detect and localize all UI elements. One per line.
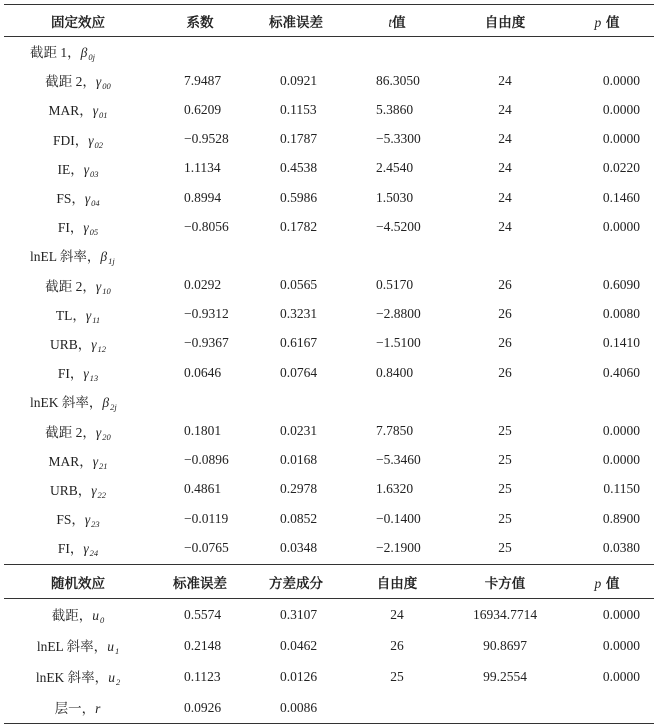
se-cell: 0.0348 bbox=[280, 539, 318, 555]
header-coefficient: 系数 bbox=[152, 5, 248, 37]
section-label bbox=[4, 241, 152, 270]
coef-cell: 0.0292 bbox=[184, 277, 222, 293]
row-label bbox=[4, 692, 152, 724]
se-cell: 0.6167 bbox=[280, 335, 318, 351]
row-label-subscript: 22 bbox=[97, 489, 107, 500]
results-table bbox=[4, 4, 654, 724]
empty-cell bbox=[152, 387, 248, 416]
se-cell: 0.0565 bbox=[280, 277, 318, 293]
coef-cell: −0.9312 bbox=[184, 306, 229, 322]
header-random-p-symbol: p bbox=[594, 575, 602, 591]
df-cell: 26 bbox=[498, 306, 512, 322]
p-cell: 0.6090 bbox=[602, 277, 640, 293]
t-cell: 0.8400 bbox=[376, 364, 414, 380]
empty-cell bbox=[450, 241, 560, 270]
row-label-text: lnEL 斜率， bbox=[30, 249, 101, 265]
header-random-p-suffix: 值 bbox=[605, 575, 620, 592]
empty-cell bbox=[344, 387, 450, 416]
row-label-symbol: u bbox=[92, 608, 99, 624]
row-label-subscript: 12 bbox=[97, 343, 107, 354]
se-cell: 0.0921 bbox=[280, 72, 318, 88]
table-row bbox=[4, 271, 654, 300]
table-row bbox=[4, 358, 654, 387]
row-label bbox=[4, 183, 152, 212]
row-label-symbol: γ bbox=[83, 541, 89, 557]
empty-cell bbox=[152, 241, 248, 270]
df-cell: 26 bbox=[498, 277, 512, 293]
p-cell: 0.1460 bbox=[602, 189, 640, 205]
header-chi-square: 卡方值 bbox=[450, 565, 560, 599]
row-label-symbol: γ bbox=[91, 336, 97, 352]
p-cell: 0.0000 bbox=[602, 668, 640, 684]
t-cell: −0.1400 bbox=[376, 510, 421, 526]
coef-cell: −0.0119 bbox=[184, 510, 229, 526]
coef-cell: −0.9528 bbox=[184, 131, 229, 147]
row-label bbox=[4, 212, 152, 241]
chi-square-cell: 16934.7714 bbox=[472, 606, 538, 622]
table-row bbox=[4, 533, 654, 565]
row-label-subscript: 11 bbox=[92, 314, 101, 325]
header-fixed-effects: 固定效应 bbox=[4, 5, 152, 37]
row-label-text: IE， bbox=[57, 161, 84, 177]
row-label bbox=[4, 630, 152, 661]
table-row bbox=[4, 300, 654, 329]
row-label-symbol: γ bbox=[83, 220, 89, 236]
variance-cell: 0.0462 bbox=[280, 637, 318, 653]
coef-cell: 7.9487 bbox=[184, 72, 222, 88]
section-row bbox=[4, 387, 654, 416]
t-cell: 0.5170 bbox=[376, 277, 414, 293]
variance-cell: 0.3107 bbox=[280, 606, 318, 622]
row-label-text: URB， bbox=[49, 336, 92, 352]
p-cell: 0.1410 bbox=[602, 335, 640, 351]
df-cell: 24 bbox=[498, 101, 512, 117]
coef-cell: −0.9367 bbox=[184, 335, 229, 351]
section-row bbox=[4, 37, 654, 67]
empty-cell bbox=[344, 37, 450, 67]
table-row bbox=[4, 95, 654, 124]
row-label-symbol: γ bbox=[85, 307, 92, 323]
table-row bbox=[4, 661, 654, 692]
t-cell: −5.3460 bbox=[376, 452, 421, 468]
header-random-p-value bbox=[560, 565, 654, 599]
row-label-text: lnEL 斜率， bbox=[36, 639, 108, 655]
p-cell: 0.0000 bbox=[602, 637, 640, 653]
row-label-symbol: γ bbox=[91, 482, 97, 498]
row-label bbox=[4, 329, 152, 358]
df-cell: 26 bbox=[498, 335, 512, 351]
p-cell: 0.0080 bbox=[602, 306, 640, 322]
row-label-text: lnEK 斜率， bbox=[30, 395, 103, 411]
row-label-text: 截距 2， bbox=[45, 74, 96, 90]
row-label-text: URB， bbox=[49, 482, 92, 498]
row-label bbox=[4, 446, 152, 475]
coef-cell: −0.8056 bbox=[184, 218, 229, 234]
df-cell: 24 bbox=[498, 131, 512, 147]
row-label-subscript: 2 bbox=[115, 677, 121, 688]
row-label-text: TL， bbox=[55, 307, 86, 323]
header-t-value bbox=[344, 5, 450, 37]
df-cell: 25 bbox=[498, 452, 512, 468]
table-row bbox=[4, 154, 654, 183]
se-cell: 0.0852 bbox=[280, 510, 318, 526]
p-cell: 0.0000 bbox=[602, 101, 640, 117]
t-cell: 5.3860 bbox=[376, 101, 414, 117]
p-cell: 0.0000 bbox=[602, 606, 640, 622]
row-label-subscript: 13 bbox=[89, 373, 99, 384]
se-cell: 0.1123 bbox=[184, 668, 221, 684]
table-row bbox=[4, 630, 654, 661]
table-row bbox=[4, 475, 654, 504]
table-row bbox=[4, 183, 654, 212]
row-label-symbol: γ bbox=[88, 132, 94, 148]
df-cell: 24 bbox=[498, 218, 512, 234]
t-cell: 2.4540 bbox=[376, 160, 414, 176]
empty-cell bbox=[248, 37, 344, 67]
row-label-symbol: γ bbox=[83, 161, 90, 177]
coef-cell: 0.6209 bbox=[184, 101, 222, 117]
df-cell: 24 bbox=[498, 160, 512, 176]
row-label-subscript: 2j bbox=[110, 402, 117, 413]
p-cell: 0.0220 bbox=[602, 160, 640, 176]
table-row bbox=[4, 504, 654, 533]
se-cell: 0.0231 bbox=[280, 423, 318, 439]
df-cell: 26 bbox=[498, 364, 512, 380]
row-label bbox=[4, 66, 152, 95]
row-label-symbol: γ bbox=[95, 74, 102, 90]
se-cell: 0.4538 bbox=[280, 160, 318, 176]
header-variance-component: 方差成分 bbox=[248, 565, 344, 599]
row-label bbox=[4, 504, 152, 533]
header-random-effects: 随机效应 bbox=[4, 565, 152, 599]
coef-cell: 0.8994 bbox=[184, 189, 222, 205]
df-cell: 24 bbox=[498, 72, 512, 88]
df-cell bbox=[344, 692, 450, 724]
se-cell: 0.5574 bbox=[184, 606, 222, 622]
p-cell: 0.1150 bbox=[603, 481, 640, 497]
row-label-text: 截距 2， bbox=[45, 424, 96, 440]
row-label-subscript: 03 bbox=[90, 168, 99, 179]
table-row bbox=[4, 212, 654, 241]
t-cell: −4.5200 bbox=[376, 218, 421, 234]
df-cell: 25 bbox=[390, 668, 404, 684]
table-row bbox=[4, 692, 654, 724]
row-label bbox=[4, 271, 152, 300]
se-cell: 0.3231 bbox=[280, 306, 318, 322]
variance-cell: 0.0126 bbox=[280, 668, 318, 684]
df-cell: 24 bbox=[498, 189, 512, 205]
header-p-value bbox=[560, 5, 654, 37]
se-cell: 0.5986 bbox=[280, 189, 318, 205]
t-cell: −2.1900 bbox=[376, 539, 421, 555]
variance-cell: 0.0086 bbox=[248, 692, 344, 724]
df-cell: 24 bbox=[390, 606, 404, 622]
coef-cell: 1.1134 bbox=[184, 160, 221, 176]
section-label bbox=[4, 387, 152, 416]
row-label-symbol: β bbox=[102, 395, 110, 411]
row-label bbox=[4, 125, 152, 154]
header-p-symbol: p bbox=[594, 14, 602, 30]
table-row bbox=[4, 599, 654, 631]
se-cell: 0.1782 bbox=[280, 218, 318, 234]
coef-cell: 0.4861 bbox=[184, 481, 222, 497]
row-label-subscript: 20 bbox=[102, 431, 111, 442]
row-label-symbol: γ bbox=[83, 366, 89, 382]
df-cell: 25 bbox=[498, 539, 512, 555]
fixed-effects-body bbox=[4, 37, 654, 565]
coef-cell: 0.1801 bbox=[184, 423, 222, 439]
table-row bbox=[4, 125, 654, 154]
header-t-suffix: 值 bbox=[392, 14, 406, 31]
row-label-text: FI， bbox=[57, 220, 84, 236]
row-label-subscript: 1j bbox=[108, 256, 115, 267]
p-cell: 0.0000 bbox=[602, 218, 640, 234]
table-row bbox=[4, 446, 654, 475]
p-cell: 0.8900 bbox=[602, 510, 640, 526]
row-label bbox=[4, 599, 152, 631]
row-label bbox=[4, 300, 152, 329]
row-label-symbol: u bbox=[107, 639, 114, 655]
row-label-subscript: 1 bbox=[114, 646, 120, 657]
coef-cell: 0.0646 bbox=[184, 364, 222, 380]
empty-cell bbox=[560, 387, 654, 416]
p-cell: 0.0000 bbox=[602, 131, 640, 147]
t-cell: 86.3050 bbox=[376, 72, 420, 88]
header-std-error: 标准误差 bbox=[248, 5, 344, 37]
row-label bbox=[4, 475, 152, 504]
row-label-text: 截距 1， bbox=[30, 45, 81, 61]
p-cell: 0.0000 bbox=[602, 452, 640, 468]
row-label-symbol: γ bbox=[84, 512, 91, 528]
empty-cell bbox=[450, 387, 560, 416]
row-label-symbol: γ bbox=[92, 103, 99, 119]
t-cell: −2.8800 bbox=[376, 306, 421, 322]
empty-cell bbox=[248, 387, 344, 416]
row-label-symbol: γ bbox=[95, 424, 102, 440]
empty-cell bbox=[248, 241, 344, 270]
row-label-symbol: γ bbox=[95, 278, 102, 294]
chi-square-cell bbox=[450, 692, 560, 724]
empty-cell bbox=[344, 241, 450, 270]
row-label-text: FS， bbox=[56, 191, 85, 207]
row-label-symbol: r bbox=[95, 701, 101, 717]
row-label-symbol: u bbox=[108, 670, 115, 686]
header-df: 自由度 bbox=[450, 5, 560, 37]
row-label-subscript: 00 bbox=[102, 81, 111, 92]
df-cell: 25 bbox=[498, 423, 512, 439]
empty-cell bbox=[450, 37, 560, 67]
row-label-symbol: γ bbox=[92, 453, 99, 469]
header-p-suffix: 值 bbox=[605, 14, 620, 31]
random-effects-header bbox=[4, 565, 654, 599]
chi-square-cell: 99.2554 bbox=[483, 668, 527, 684]
row-label-text: MAR， bbox=[48, 453, 93, 469]
row-label bbox=[4, 358, 152, 387]
random-effects-body bbox=[4, 599, 654, 724]
se-cell: 0.0926 bbox=[152, 692, 248, 724]
t-cell: 1.6320 bbox=[376, 481, 414, 497]
coef-cell: −0.0896 bbox=[184, 452, 229, 468]
row-label bbox=[4, 154, 152, 183]
row-label-subscript: 0 bbox=[100, 615, 105, 626]
empty-cell bbox=[560, 37, 654, 67]
row-label-symbol: β bbox=[100, 249, 108, 265]
table-row bbox=[4, 329, 654, 358]
p-cell: 0.4060 bbox=[602, 364, 640, 380]
row-label-subscript: 21 bbox=[99, 460, 108, 471]
p-cell: 0.0000 bbox=[602, 423, 640, 439]
row-label-subscript: 05 bbox=[89, 227, 99, 238]
empty-cell bbox=[560, 241, 654, 270]
row-label-subscript: 04 bbox=[91, 198, 100, 209]
row-label-symbol: γ bbox=[84, 191, 91, 207]
row-label-text: FI， bbox=[57, 541, 84, 557]
se-cell: 0.1153 bbox=[280, 101, 317, 117]
se-cell: 0.2148 bbox=[184, 637, 222, 653]
header-t-symbol: t bbox=[388, 14, 393, 30]
df-cell: 25 bbox=[498, 481, 512, 497]
fixed-effects-header bbox=[4, 5, 654, 37]
row-label-subscript: 0j bbox=[88, 52, 95, 63]
row-label-text: 截距， bbox=[51, 608, 93, 624]
section-row bbox=[4, 241, 654, 270]
row-label bbox=[4, 95, 152, 124]
df-cell: 25 bbox=[498, 510, 512, 526]
row-label-subscript: 24 bbox=[89, 548, 99, 559]
p-cell: 0.0000 bbox=[602, 72, 640, 88]
row-label-subscript: 02 bbox=[94, 139, 104, 150]
t-cell: −5.3300 bbox=[376, 131, 421, 147]
se-cell: 0.0764 bbox=[280, 364, 318, 380]
df-cell: 26 bbox=[390, 637, 404, 653]
se-cell: 0.0168 bbox=[280, 452, 318, 468]
row-label-text: lnEK 斜率， bbox=[35, 670, 109, 686]
row-label-text: FS， bbox=[56, 512, 85, 528]
row-label-subscript: 23 bbox=[91, 519, 100, 530]
row-label bbox=[4, 661, 152, 692]
row-label-symbol: β bbox=[80, 45, 88, 61]
row-label-subscript: 01 bbox=[99, 110, 108, 121]
p-cell: 0.0380 bbox=[602, 539, 640, 555]
row-label-text: 截距 2， bbox=[45, 278, 96, 294]
row-label bbox=[4, 533, 152, 565]
row-label-text: 层一， bbox=[54, 701, 96, 717]
chi-square-cell: 90.8697 bbox=[483, 637, 527, 653]
row-label-text: FDI， bbox=[52, 132, 89, 148]
header-random-std-error: 标准误差 bbox=[152, 565, 248, 599]
t-cell: 7.7850 bbox=[376, 423, 414, 439]
row-label-text: MAR， bbox=[48, 103, 93, 119]
header-random-df: 自由度 bbox=[344, 565, 450, 599]
empty-cell bbox=[152, 37, 248, 67]
t-cell: 1.5030 bbox=[376, 189, 414, 205]
section-label bbox=[4, 37, 152, 67]
table-row bbox=[4, 66, 654, 95]
table-row bbox=[4, 416, 654, 445]
row-label bbox=[4, 416, 152, 445]
p-cell bbox=[560, 692, 654, 724]
coef-cell: −0.0765 bbox=[184, 539, 229, 555]
row-label-subscript: 10 bbox=[102, 285, 111, 296]
row-label-text: FI， bbox=[57, 366, 84, 382]
se-cell: 0.2978 bbox=[280, 481, 318, 497]
se-cell: 0.1787 bbox=[280, 131, 318, 147]
t-cell: −1.5100 bbox=[376, 335, 421, 351]
